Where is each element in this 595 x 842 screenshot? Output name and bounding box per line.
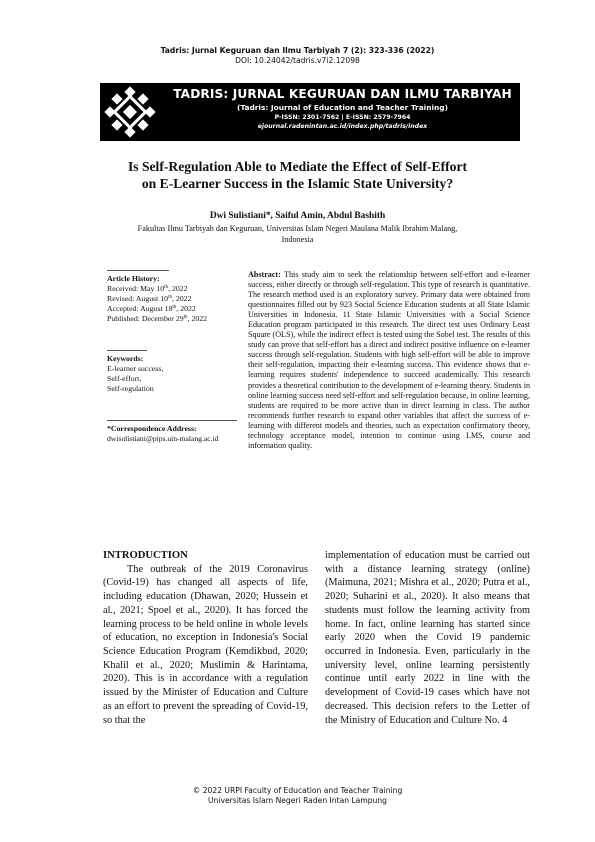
affiliation-line-1: Fakultas Ilmu Tarbiyah dan Keguruan, Universitas Islam Negeri Maulana Malik Ibrahim Malang,	[137, 224, 458, 233]
section-heading: INTRODUCTION	[103, 550, 188, 561]
footer-institution: Universitas Islam Negeri Raden Intan Lampung	[207, 796, 388, 805]
banner-issn: P-ISSN: 2301-7562 | E-ISSN: 2579-7964	[274, 114, 411, 121]
keywords-section	[107, 350, 242, 394]
article-info-sidebar	[107, 270, 242, 456]
doi: DOI: 10.24042/tadris.v7i2.12098	[235, 56, 360, 65]
banner-text	[170, 87, 515, 131]
correspondence-label: *Correspondence Address:	[107, 424, 197, 433]
keywords-label: Keywords:	[107, 354, 144, 363]
published-date: Published: December 29th, 2022	[107, 314, 208, 323]
divider	[107, 350, 147, 351]
page-footer	[0, 786, 595, 806]
abstract-label: Abstract:	[248, 270, 281, 279]
journal-banner	[100, 83, 520, 141]
journal-logo-icon	[104, 86, 156, 138]
paragraph: implementation of education must be carried out with a distance learning strategy (online) (Maimuna, 2021; Mishra et al., 2020; Putra et al., 2020; Suharini et al., 2020). It also means that students must follow the learning activity from home. In fact, online learning has started since early 2020 when the Covid 19 pandemic occurred in Indonesia. Even, particularly in the university level, online learning persistently continue until early 2022 in line with the development of Covid-19 cases which have not decreased. This decision refers to the Letter of the Ministry of Education and Culture No. 4	[325, 550, 530, 726]
keyword-item: Self-regulation	[107, 384, 154, 393]
running-head	[0, 46, 595, 66]
footer-copyright: © 2022 URPI Faculty of Education and Teacher Training	[192, 786, 403, 795]
correspondence-section	[107, 420, 242, 444]
article-history	[107, 270, 242, 324]
divider	[107, 420, 237, 421]
body-column-right	[325, 549, 530, 727]
correspondence-email[interactable]: dwisulistiani@pips.uin-malang.ac.id	[107, 434, 219, 443]
keyword-item: Self-effort,	[107, 374, 142, 383]
banner-url: ejournal.radenintan.ac.id/index.php/tadris/index	[257, 123, 428, 130]
affiliation-line-2: Indonesia	[281, 234, 314, 244]
abstract-text: This study aim to seek the relationship between self-effort and e-learner success, either directly or through self-regulation. This type of research is quantitative. The research method used is an exploratory survey. Primary data were obtained from questionnaires filled out by 923 Social Science Education students at all State Islamic Universities in Indonesia. 11 State Islamic Universities with a Social Science Education program participated in this research. The direct test uses Ordinary Least Square (OLS), while the indirect effect is tested using the Sobel test. The results of this study can prove that self-effort has a direct and indirect positive influence on e-learner success through self-regulation. Students with high self-effort will be able to improve their self-regulation, impacting their e-learning success. This evidence shows that e-learning requires students' independence to succeed academically. This research provides a theoretical contribution to the development of e-learning theory. Students in online learning success need self-effort and self-regulation because, in online learning, students are required to be more active than in direct learning in class. The author recommends further research to expand other variables that affect the success of e-learning with different models and theories, such as expectation confirmatory theory, technology acceptance model, intention to continue using LMS, course and information quality.	[248, 270, 531, 450]
body-column-left	[103, 549, 308, 727]
abstract	[248, 270, 530, 451]
banner-journal-name: TADRIS: JURNAL KEGURUAN DAN ILMU TARBIYAH	[173, 87, 512, 101]
received-date: Received: May 10th, 2022	[107, 284, 188, 293]
affiliation	[110, 224, 485, 245]
accepted-date: Accepted: August 18th, 2022	[107, 304, 196, 313]
title-line-1: Is Self-Regulation Able to Mediate the Effect of Self-Effort	[127, 159, 467, 174]
divider	[107, 270, 169, 271]
paragraph: The outbreak of the 2019 Coronavirus (Covid-19) has changed all aspects of life, including education (Dhawan, 2020; Hussein et al., 2021; Spoel et al., 2020). It has forced the learning process to be held online in whole levels of education, no exception in Indonesia's Social Science Education Program (Kemdikbud, 2020; Khalil et al., 2020; Muslimin & Harintama, 2020). This is in accordance with a regulation issued by the Minister of Education and Culture as an effort to prevent the spreading of Covid-19, so that the	[103, 563, 308, 726]
article-history-label: Article History:	[107, 274, 160, 283]
revised-date: Revised: August 10th, 2022	[107, 294, 192, 303]
keyword-item: E-learner success,	[107, 364, 164, 373]
article-title	[60, 158, 535, 192]
authors: Dwi Sulistiani*, Saiful Amin, Abdul Bashith	[209, 211, 386, 221]
journal-citation: Tadris: Jurnal Keguruan dan Ilmu Tarbiyah 7 (2): 323-336 (2022)	[160, 46, 435, 55]
banner-subtitle: (Tadris: Journal of Education and Teacher Training)	[237, 103, 448, 112]
title-line-2: on E-Learner Success in the Islamic State University?	[141, 176, 454, 191]
